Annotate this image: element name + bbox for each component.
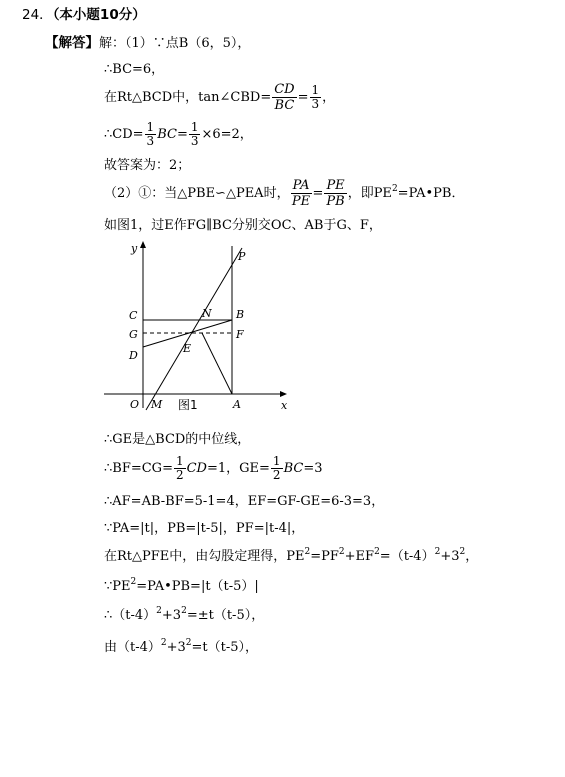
line-pa-pb-pf: ∵PA=|t|，PB=|t-5|，PF=|t-4|， [104, 521, 305, 536]
line-bc: ∴BC=6， [104, 62, 165, 77]
denominator: 3 [311, 97, 320, 111]
figure-caption: 图1 [178, 398, 198, 412]
text: 在Rt△PFE中，由勾股定理得，PE [104, 549, 305, 564]
superscript: 2 [160, 638, 167, 648]
label-a: A [233, 398, 241, 411]
problem-number: 24． [22, 7, 53, 23]
text: ∴BF=CG= [104, 461, 173, 476]
superscript: 2 [304, 547, 311, 557]
y-axis-arrow [140, 241, 146, 248]
fraction-one-third [310, 84, 322, 111]
text: CD [186, 461, 207, 476]
text: ∴（t-4） [104, 608, 157, 623]
text: = [297, 90, 309, 105]
label-b: B [236, 308, 245, 321]
label-c: C [129, 309, 138, 322]
denominator: PE [291, 194, 311, 209]
text: =±t（t-5）， [186, 608, 265, 623]
text: 由（t-4） [104, 640, 161, 655]
line-bf-cg [104, 455, 322, 482]
x-axis-arrow [280, 391, 287, 397]
superscript: 2 [459, 547, 466, 557]
label-e: E [183, 342, 192, 355]
denominator: 2 [272, 468, 281, 482]
line-plus-minus [104, 608, 264, 624]
label-m: M [151, 398, 163, 411]
denominator: 3 [146, 134, 155, 148]
label-d: D [129, 349, 138, 362]
text: = [176, 127, 188, 142]
superscript: 2 [156, 606, 162, 616]
line-answer-2: 故答案为：2； [104, 158, 191, 173]
superscript: 2 [338, 547, 345, 557]
fraction-cd-bc [272, 82, 296, 113]
segment-ea [202, 333, 232, 394]
label-f: F [236, 328, 244, 341]
label-x: x [281, 399, 288, 412]
line-cd [104, 121, 253, 148]
text: BC [283, 461, 304, 476]
text: +3 [161, 608, 182, 623]
numerator: 1 [311, 83, 320, 97]
label-p: P [238, 250, 246, 263]
text: +EF [344, 549, 375, 564]
numerator: PA [292, 178, 310, 193]
numerator: CD [274, 82, 295, 97]
text: +3 [166, 640, 186, 655]
line-tan [104, 82, 335, 113]
denominator: 2 [175, 468, 184, 482]
superscript: 2 [185, 638, 192, 648]
text: （2）①：当△PBE∽△PEA时， [104, 186, 290, 201]
numerator: 1 [272, 454, 281, 468]
fraction-half [174, 455, 186, 482]
label-y: y [131, 242, 138, 255]
numerator: 1 [146, 120, 155, 134]
text: =PA•PB． [397, 186, 465, 201]
text: =（t-4） [379, 549, 435, 564]
line-af-ef: ∴AF=AB-BF=5-1=4，EF=GF-GE=6-3=3， [104, 494, 385, 509]
fraction [145, 121, 157, 148]
text: = [312, 186, 324, 201]
text: =PF [310, 549, 339, 564]
text: =PA•PB=|t（t-5）| [136, 579, 259, 594]
denominator: 3 [190, 134, 199, 148]
superscript: 2 [374, 547, 380, 557]
fraction-pe-pb [324, 178, 346, 209]
text: ， [465, 549, 479, 564]
text: ，即PE [347, 186, 392, 201]
superscript: 2 [130, 577, 137, 587]
text: ∴CD= [104, 127, 144, 142]
superscript: 2 [391, 184, 398, 194]
label-o: O [130, 398, 140, 411]
text: 在Rt△BCD中，tan∠CBD= [104, 90, 272, 105]
fraction-half [271, 455, 283, 482]
numerator: PE [326, 178, 345, 193]
line-construction: 如图1，过E作FG∥BC分别交OC、AB于G、F， [104, 218, 382, 233]
answer-tag: 【解答】 [45, 35, 99, 51]
line-pe-squared [104, 579, 259, 595]
geometry-figure [102, 238, 290, 416]
answer-intro-line [45, 35, 250, 52]
superscript: 2 [434, 547, 441, 557]
denominator: BC [274, 98, 295, 113]
problem-header [22, 7, 146, 23]
text: ×6=2， [201, 127, 253, 142]
line-similar [104, 178, 464, 209]
denominator: PB [326, 194, 345, 209]
text: +3 [440, 549, 460, 564]
label-g: G [129, 328, 138, 341]
problem-title: （本小题10分） [52, 7, 146, 23]
superscript: 2 [181, 606, 187, 616]
text: BC [157, 127, 177, 142]
line-equation [104, 640, 258, 656]
text: =t（t-5）， [191, 640, 259, 655]
text: ， [322, 90, 336, 105]
numerator: 1 [190, 120, 199, 134]
text: ∵PE [104, 579, 131, 594]
line-midline: ∴GE是△BCD的中位线， [104, 432, 251, 447]
text: =1，GE= [206, 461, 270, 476]
label-n: N [202, 307, 212, 320]
line-pythagoras [104, 549, 478, 565]
text: =3 [303, 461, 323, 476]
fraction-pa-pe [291, 178, 312, 209]
answer-intro: 解：（1）∵点B（6，5）， [99, 36, 251, 51]
numerator: 1 [175, 454, 184, 468]
fraction [189, 121, 201, 148]
